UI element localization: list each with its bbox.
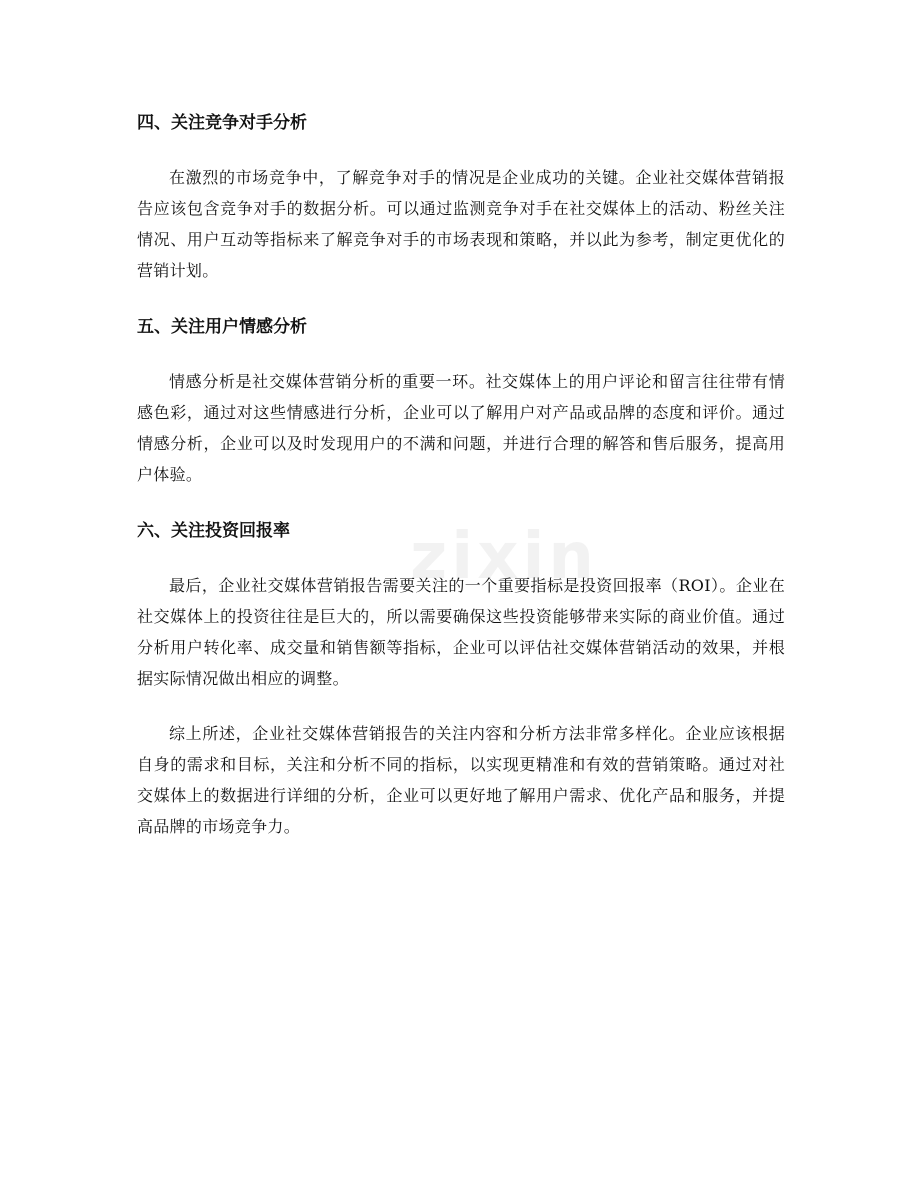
watermark: zixin bbox=[410, 520, 598, 594]
section-5-paragraph: 情感分析是社交媒体营销分析的重要一环。社交媒体上的用户评论和留言往往带有情感色彩，通过对这些情感进行分析，企业可以了解用户对产品或品牌的态度和评价。通过情感分析，企业可以及时发现用户的不满和问题，并进行合理的解答和售后服务，提高用户体验。 bbox=[137, 372, 785, 484]
section-6-heading: 六、关注投资回报率 bbox=[137, 521, 290, 541]
document-body bbox=[137, 106, 785, 866]
section-4-paragraph: 在激烈的市场竞争中，了解竞争对手的情况是企业成功的关键。企业社交媒体营销报告应该包含竞争对手的数据分析。可以通过监测竞争对手在社交媒体上的活动、粉丝关注情况、用户互动等指标来了解竞争对手的市场表现和策略，并以此为参考，制定更优化的营销计划。 bbox=[137, 168, 785, 280]
section-6-paragraph: 最后，企业社交媒体营销报告需要关注的一个重要指标是投资回报率（ROI）。企业在社交媒体上的投资往往是巨大的，所以需要确保这些投资能够带来实际的商业价值。通过分析用户转化率、成交量和销售额等指标，企业可以评估社交媒体营销活动的效果，并根据实际情况做出相应的调整。 bbox=[137, 576, 785, 688]
section-5-heading: 五、关注用户情感分析 bbox=[137, 317, 307, 337]
conclusion-paragraph: 综上所述，企业社交媒体营销报告的关注内容和分析方法非常多样化。企业应该根据自身的需求和目标，关注和分析不同的指标，以实现更精准和有效的营销策略。通过对社交媒体上的数据进行详细的分析，企业可以更好地了解用户需求、优化产品和服务，并提高品牌的市场竞争力。 bbox=[137, 724, 785, 836]
section-4-heading: 四、关注竞争对手分析 bbox=[137, 113, 307, 133]
